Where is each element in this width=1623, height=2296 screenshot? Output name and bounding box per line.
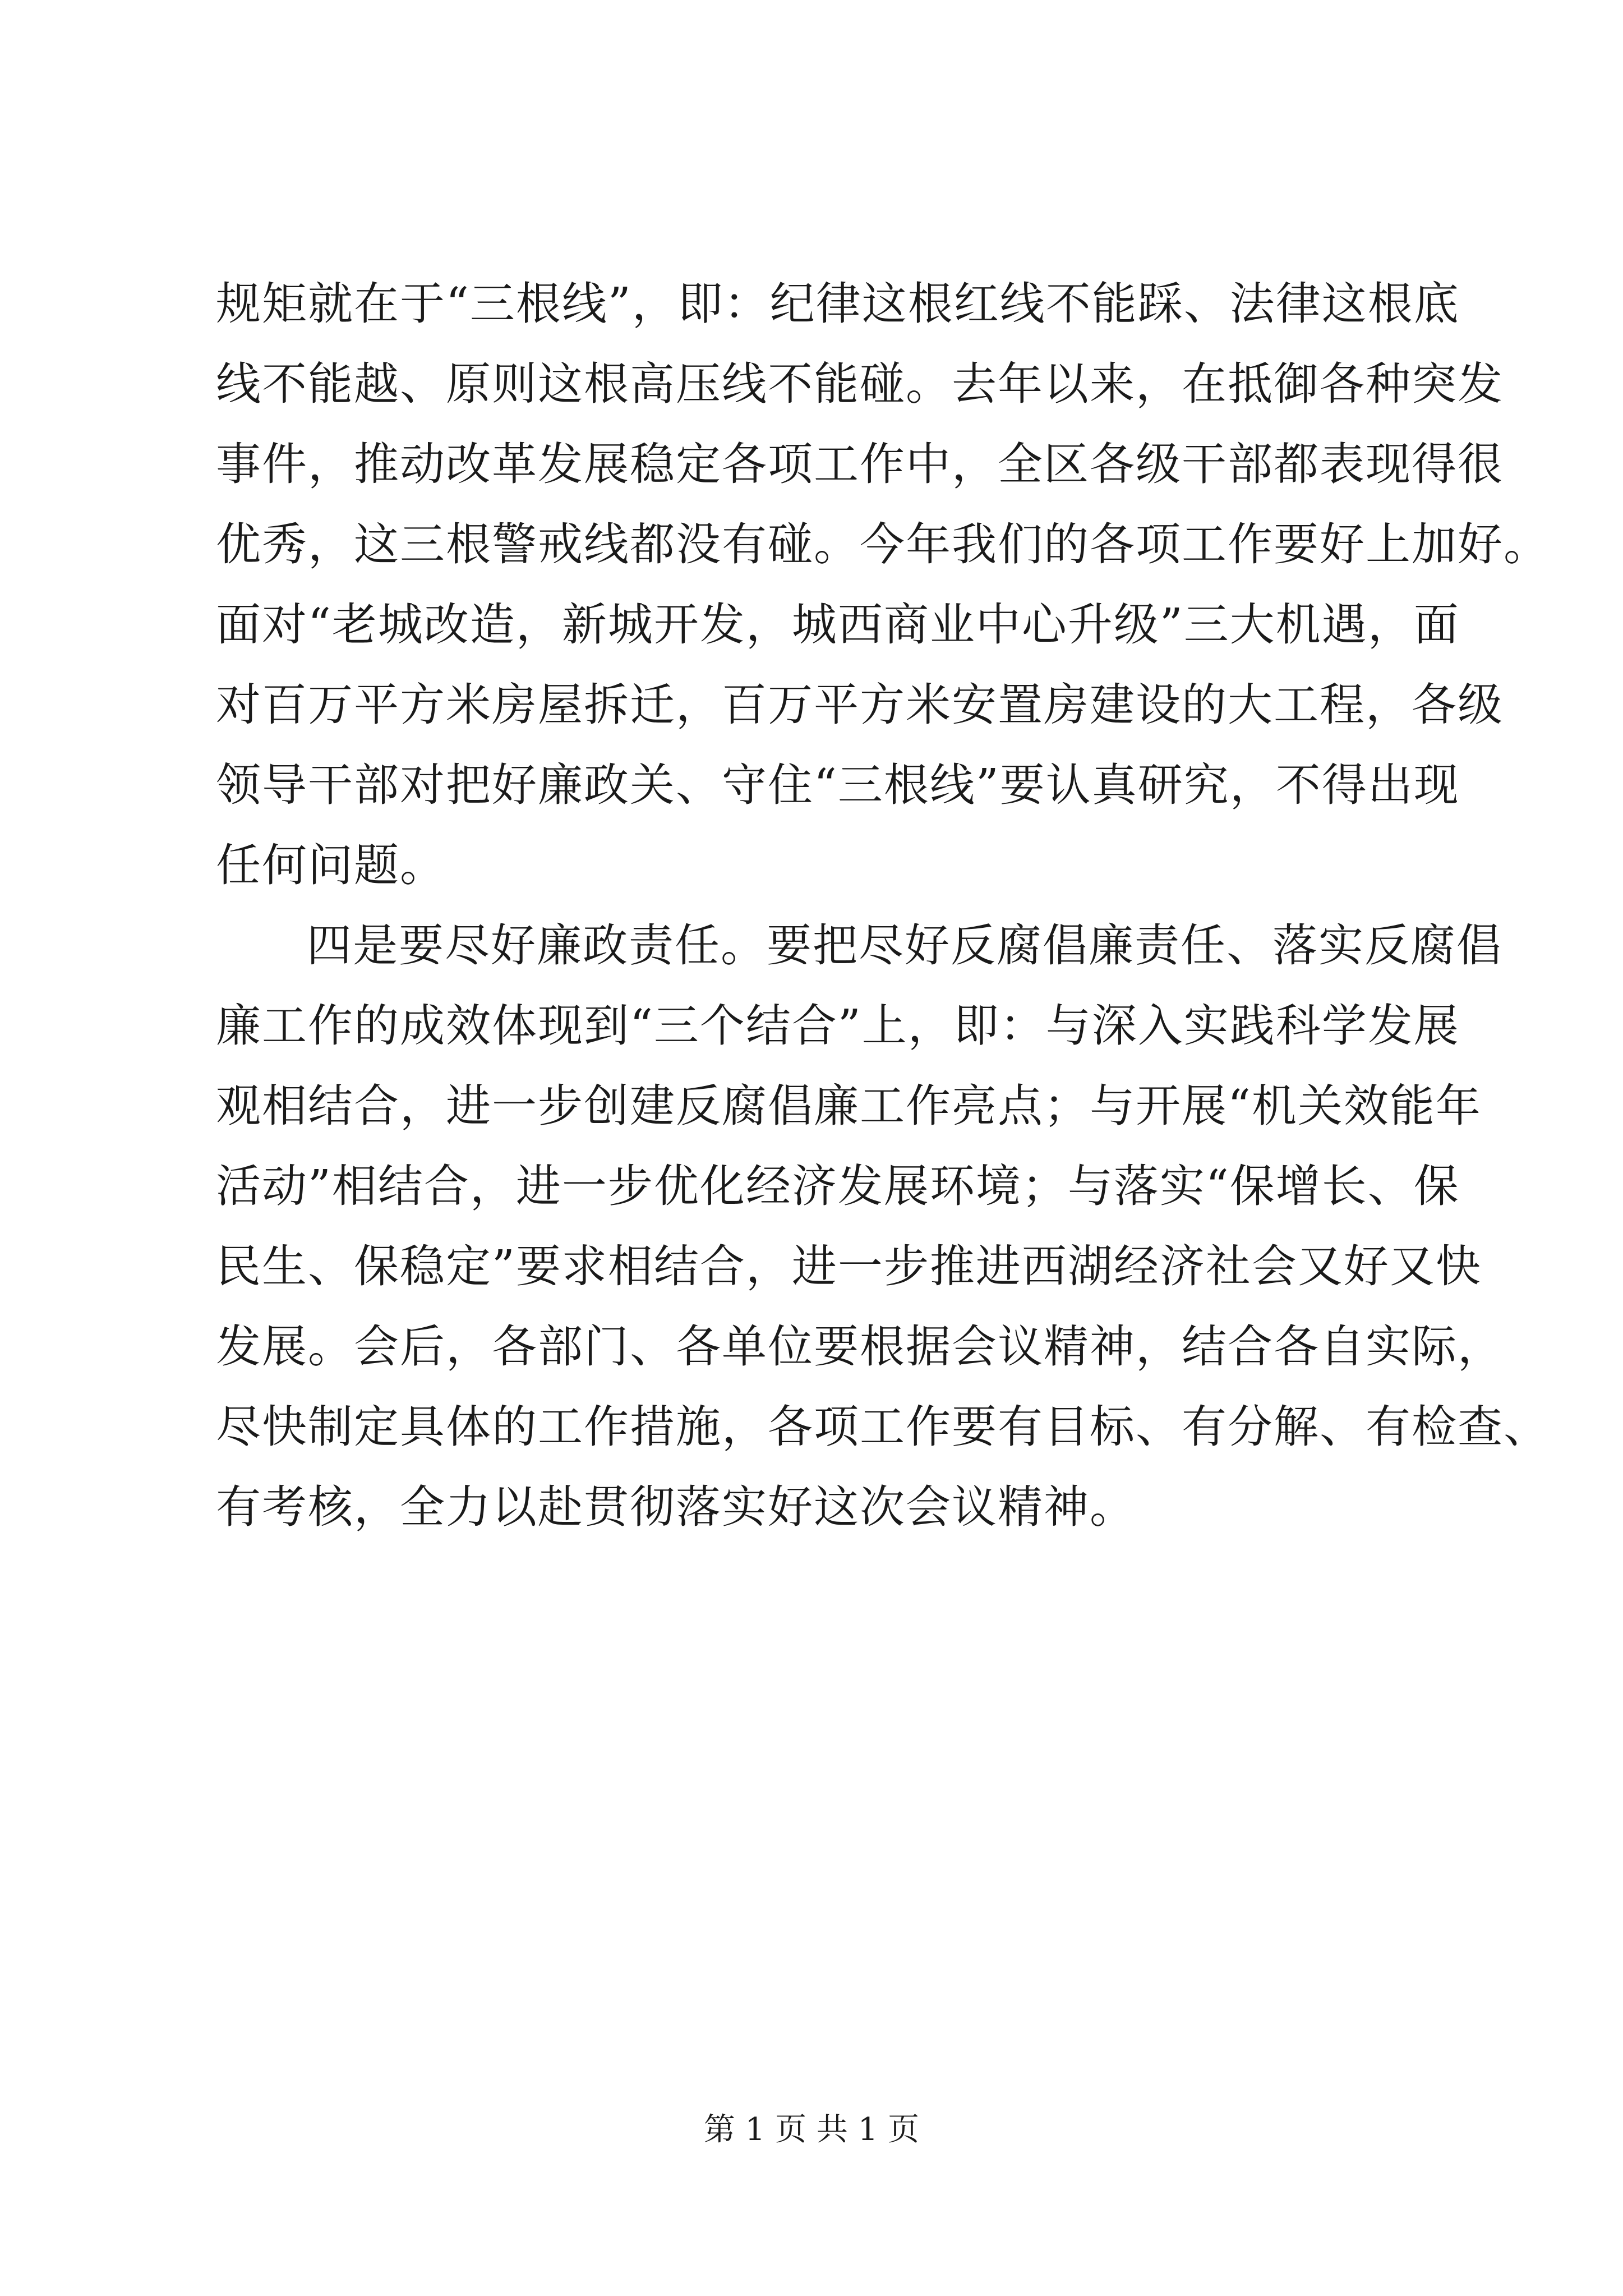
text-line: 发展。会后，各部门、各单位要根据会议精神，结合各自实际， [216, 1320, 1504, 1373]
text-line: 优秀，这三根警戒线都没有碰。今年我们的各项工作要好上加好。 [216, 518, 1550, 570]
text-line: 观相结合，进一步创建反腐倡廉工作亮点；与开展“机关效能年 [216, 1080, 1482, 1132]
text-line: 规矩就在于“三根线”，即：纪律这根红线不能踩、法律这根底 [216, 278, 1460, 330]
text-line: 廉工作的成效体现到“三个结合”上，即：与深入实践科学发展 [216, 1000, 1460, 1052]
text-line: 事件，推动改革发展稳定各项工作中，全区各级干部都表现得很 [216, 438, 1504, 490]
document-body [216, 264, 1550, 1547]
text-line: 任何问题。 [216, 839, 446, 891]
text-line: 领导干部对把好廉政关、守住“三根线”要认真研究，不得出现 [216, 759, 1460, 811]
text-line: 民生、保稳定”要求相结合，进一步推进西湖经济社会又好又快 [216, 1240, 1482, 1292]
paragraph-2 [216, 905, 1550, 1547]
text-line: 四是要尽好廉政责任。要把尽好反腐倡廉责任、落实反腐倡 [307, 919, 1502, 972]
text-line: 对百万平方米房屋拆迁，百万平方米安置房建设的大工程，各级 [216, 679, 1504, 731]
text-line: 活动”相结合，进一步优化经济发展环境；与落实“保增长、保 [216, 1160, 1460, 1212]
text-line: 有考核，全力以赴贯彻落实好这次会议精神。 [216, 1481, 1136, 1533]
paragraph-1 [216, 264, 1550, 905]
text-line: 尽快制定具体的工作措施，各项工作要有目标、有分解、有检查、 [216, 1401, 1550, 1453]
text-line: 面对“老城改造，新城开发，城西商业中心升级”三大机遇，面 [216, 599, 1460, 651]
page-footer: 第 1 页 共 1 页 [703, 2111, 920, 2148]
text-line: 线不能越、原则这根高压线不能碰。去年以来，在抵御各种突发 [216, 358, 1504, 410]
